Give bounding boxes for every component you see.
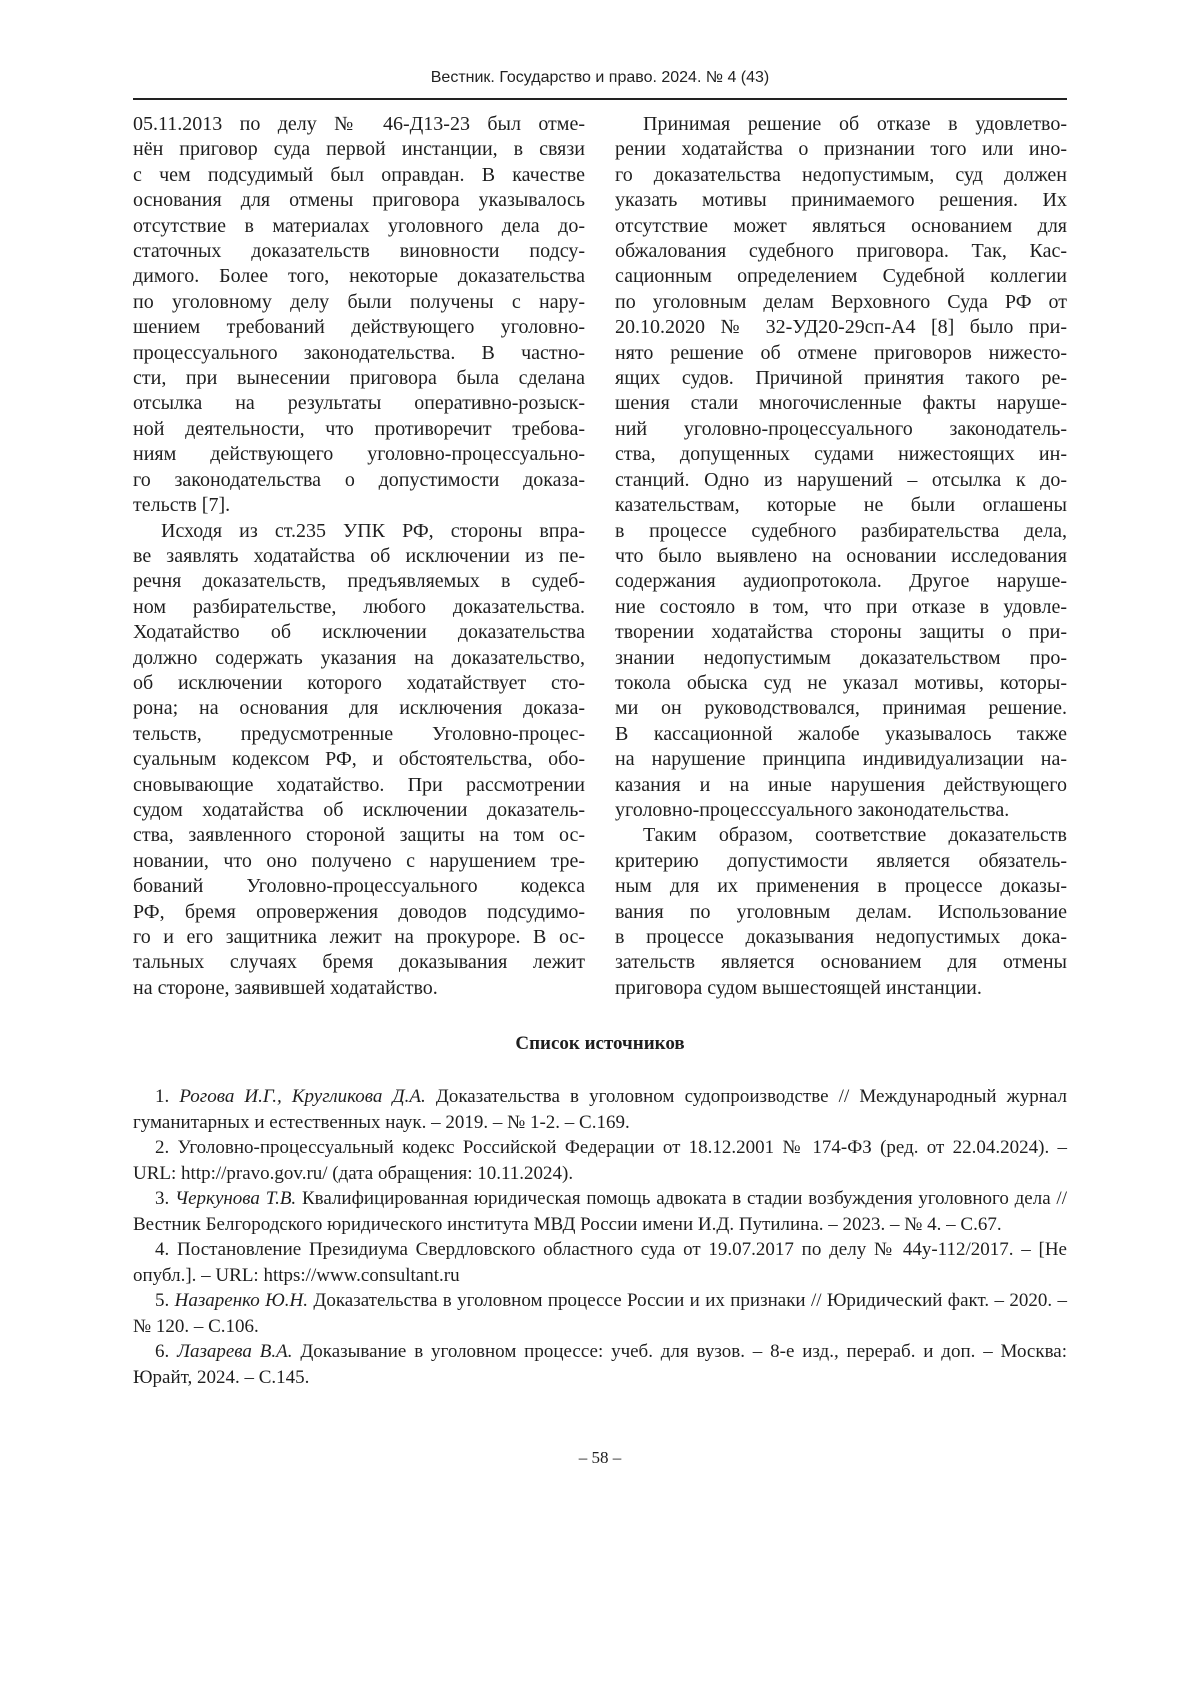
text-line: зательств является основанием для отмены [615, 950, 1067, 975]
text-line: рона; на основания для исключения доказа- [133, 696, 585, 721]
text-line: шения стали многочисленные факты наруше- [615, 391, 1067, 416]
text-line: го доказательства недопустимым, суд должен [615, 163, 1067, 188]
text-line: В кассационной жалобе указывалось также [615, 722, 1067, 747]
text-line: ми он руководствовался, принимая решение. [615, 696, 1067, 721]
text-line: отсутствие может являться основанием для [615, 214, 1067, 239]
reference-number: 6. [155, 1341, 169, 1362]
text-line: сти, при вынесении приговора была сделана [133, 366, 585, 391]
text-line: речня доказательств, предъявляемых в судеб- [133, 569, 585, 594]
reference-text: Доказательства в уголовном процессе России и их признаки // Юридический факт. – 2020. – № 120. – С.106. [133, 1290, 1067, 1337]
reference-item [133, 1186, 1067, 1237]
reference-item [133, 1339, 1067, 1390]
text-line: димого. Более того, некоторые доказательства [133, 264, 585, 289]
references-list [133, 1084, 1067, 1390]
text-line: казания и на иные нарушения действующего [615, 773, 1067, 798]
text-line: в процессе судебного разбирательства дела, [615, 519, 1067, 544]
text-line: творении ходатайства стороны защиты о при- [615, 620, 1067, 645]
reference-item [133, 1084, 1067, 1135]
text-line: нён приговор суда первой инстанции, в связи [133, 137, 585, 162]
text-line: рении ходатайства о признании того или ино- [615, 137, 1067, 162]
header-rule [133, 98, 1067, 100]
text-line: тельств, предусмотренные Уголовно-процес- [133, 722, 585, 747]
text-line: должно содержать указания на доказательство, [133, 646, 585, 671]
text-line: Исходя из ст.235 УПК РФ, стороны впра- [133, 519, 585, 544]
text-line: ном разбирательстве, любого доказательства. [133, 595, 585, 620]
left-column [133, 112, 585, 1001]
text-line: ства, заявленного стороной защиты на том ос- [133, 823, 585, 848]
text-line: го законодательства о допустимости доказа- [133, 468, 585, 493]
reference-number: 2. [155, 1137, 169, 1158]
paragraph [615, 112, 1067, 823]
text-line: ниям действующего уголовно-процессуально- [133, 442, 585, 467]
reference-author: Назаренко Ю.Н. [175, 1290, 308, 1311]
text-line: ве заявлять ходатайства об исключении из пе- [133, 544, 585, 569]
text-line: ящих судов. Причиной принятия такого ре- [615, 366, 1067, 391]
text-line: по уголовным делам Верховного Суда РФ от [615, 290, 1067, 315]
text-line: РФ, бремя опровержения доводов подсудимо- [133, 900, 585, 925]
text-line: содержания аудиопротокола. Другое наруше- [615, 569, 1067, 594]
text-line: сновывающие ходатайство. При рассмотрении [133, 773, 585, 798]
text-line: по уголовному делу были получены с нару- [133, 290, 585, 315]
text-line: что было выявлено на основании исследования [615, 544, 1067, 569]
text-line: шением требований действующего уголовно- [133, 315, 585, 340]
text-line: суальным кодексом РФ, и обстоятельства, обо- [133, 747, 585, 772]
text-line: ний уголовно-процессуального законодатель- [615, 417, 1067, 442]
text-line: на стороне, заявившей ходатайство. [133, 976, 585, 1001]
references-heading: Список источников [133, 1033, 1067, 1055]
text-line: 20.10.2020 № 32-УД20-29сп-А4 [8] было при- [615, 315, 1067, 340]
text-line: Принимая решение об отказе в удовлетво- [615, 112, 1067, 137]
text-line: го и его защитника лежит на прокуроре. В ос- [133, 925, 585, 950]
text-line: токола обыска суд не указал мотивы, которы- [615, 671, 1067, 696]
text-line: Ходатайство об исключении доказательства [133, 620, 585, 645]
reference-text: Доказывание в уголовном процессе: учеб. для вузов. – 8-е изд., перераб. и доп. – Москва: Юрайт, 2024. – С.145. [133, 1341, 1067, 1388]
right-column [615, 112, 1067, 1001]
text-line: бований Уголовно-процессуального кодекса [133, 874, 585, 899]
paragraph [615, 823, 1067, 1001]
text-line: ной деятельности, что противоречит требова- [133, 417, 585, 442]
reference-number: 1. [155, 1086, 169, 1107]
text-line: казательствам, которые не были оглашены [615, 493, 1067, 518]
text-line: в процессе доказывания недопустимых дока- [615, 925, 1067, 950]
text-line: обжалования судебного приговора. Так, Кас- [615, 239, 1067, 264]
text-line: указать мотивы принимаемого решения. Их [615, 188, 1067, 213]
text-line: ства, допущенных судами нижестоящих ин- [615, 442, 1067, 467]
page-number: – 58 – [133, 1448, 1067, 1468]
reference-author: Рогова И.Г., Кругликова Д.А. [179, 1086, 425, 1107]
text-line: сационным определением Судебной коллегии [615, 264, 1067, 289]
reference-author: Лазарева В.А. [177, 1341, 292, 1362]
text-line: ным для их применения в процессе доказы- [615, 874, 1067, 899]
reference-item [133, 1135, 1067, 1186]
reference-text: Уголовно-процессуальный кодекс Российской Федерации от 18.12.2001 № 174-ФЗ (ред. от 22.04.2024). – URL: http://pravo.gov.ru/ (дата обращения: 10.11.2024). [133, 1137, 1067, 1184]
reference-item [133, 1288, 1067, 1339]
reference-text: Постановление Президиума Свердловского областного суда от 19.07.2017 по делу № 44у-112/2017. – [Не опубл.]. – URL: https://www.consultant.ru [133, 1239, 1067, 1286]
text-line: 05.11.2013 по делу № 46-Д13-23 был отме- [133, 112, 585, 137]
text-line: тальных случаях бремя доказывания лежит [133, 950, 585, 975]
paragraph [133, 519, 585, 1002]
text-line: на нарушение принципа индивидуализации на- [615, 747, 1067, 772]
reference-item [133, 1237, 1067, 1288]
text-line: знании недопустимым доказательством про- [615, 646, 1067, 671]
text-line: вания по уголовным делам. Использование [615, 900, 1067, 925]
reference-number: 4. [155, 1239, 169, 1260]
reference-text: Доказательства в уголовном судопроизводстве // Международный журнал гуманитарных и естественных наук. – 2019. – № 1-2. – С.169. [133, 1086, 1067, 1133]
text-line: нято решение об отмене приговоров нижесто- [615, 341, 1067, 366]
text-line: процессуального законодательства. В частно- [133, 341, 585, 366]
reference-author: Черкунова Т.В. [175, 1188, 296, 1209]
text-line: новании, что оно получено с нарушением тре- [133, 849, 585, 874]
text-line: отсутствие в материалах уголовного дела до- [133, 214, 585, 239]
reference-number: 3. [155, 1188, 169, 1209]
text-line: статочных доказательств виновности подсу- [133, 239, 585, 264]
text-line: Таким образом, соответствие доказательств [615, 823, 1067, 848]
reference-number: 5. [155, 1290, 169, 1311]
text-line: судом ходатайства об исключении доказатель- [133, 798, 585, 823]
text-line: ние состояло в том, что при отказе в удовле- [615, 595, 1067, 620]
text-line: основания для отмены приговора указывалось [133, 188, 585, 213]
running-header: Вестник. Государство и право. 2024. № 4 (43) [133, 69, 1067, 87]
text-line: с чем подсудимый был оправдан. В качестве [133, 163, 585, 188]
text-line: отсылка на результаты оперативно-розыск- [133, 391, 585, 416]
reference-text: Квалифицированная юридическая помощь адвоката в стадии возбуждения уголовного дела // Вестник Белгородского юридического института МВД России имени И.Д. Путилина. – 2023. – № 4. – С.67. [133, 1188, 1067, 1235]
text-line: приговора судом вышестоящей инстанции. [615, 976, 1067, 1001]
text-line: станций. Одно из нарушений – отсылка к до- [615, 468, 1067, 493]
text-line: об исключении которого ходатайствует сто- [133, 671, 585, 696]
text-line: уголовно-процесссуального законодательства. [615, 798, 1067, 823]
text-line: тельств [7]. [133, 493, 585, 518]
paragraph [133, 112, 585, 519]
text-line: критерию допустимости является обязатель- [615, 849, 1067, 874]
